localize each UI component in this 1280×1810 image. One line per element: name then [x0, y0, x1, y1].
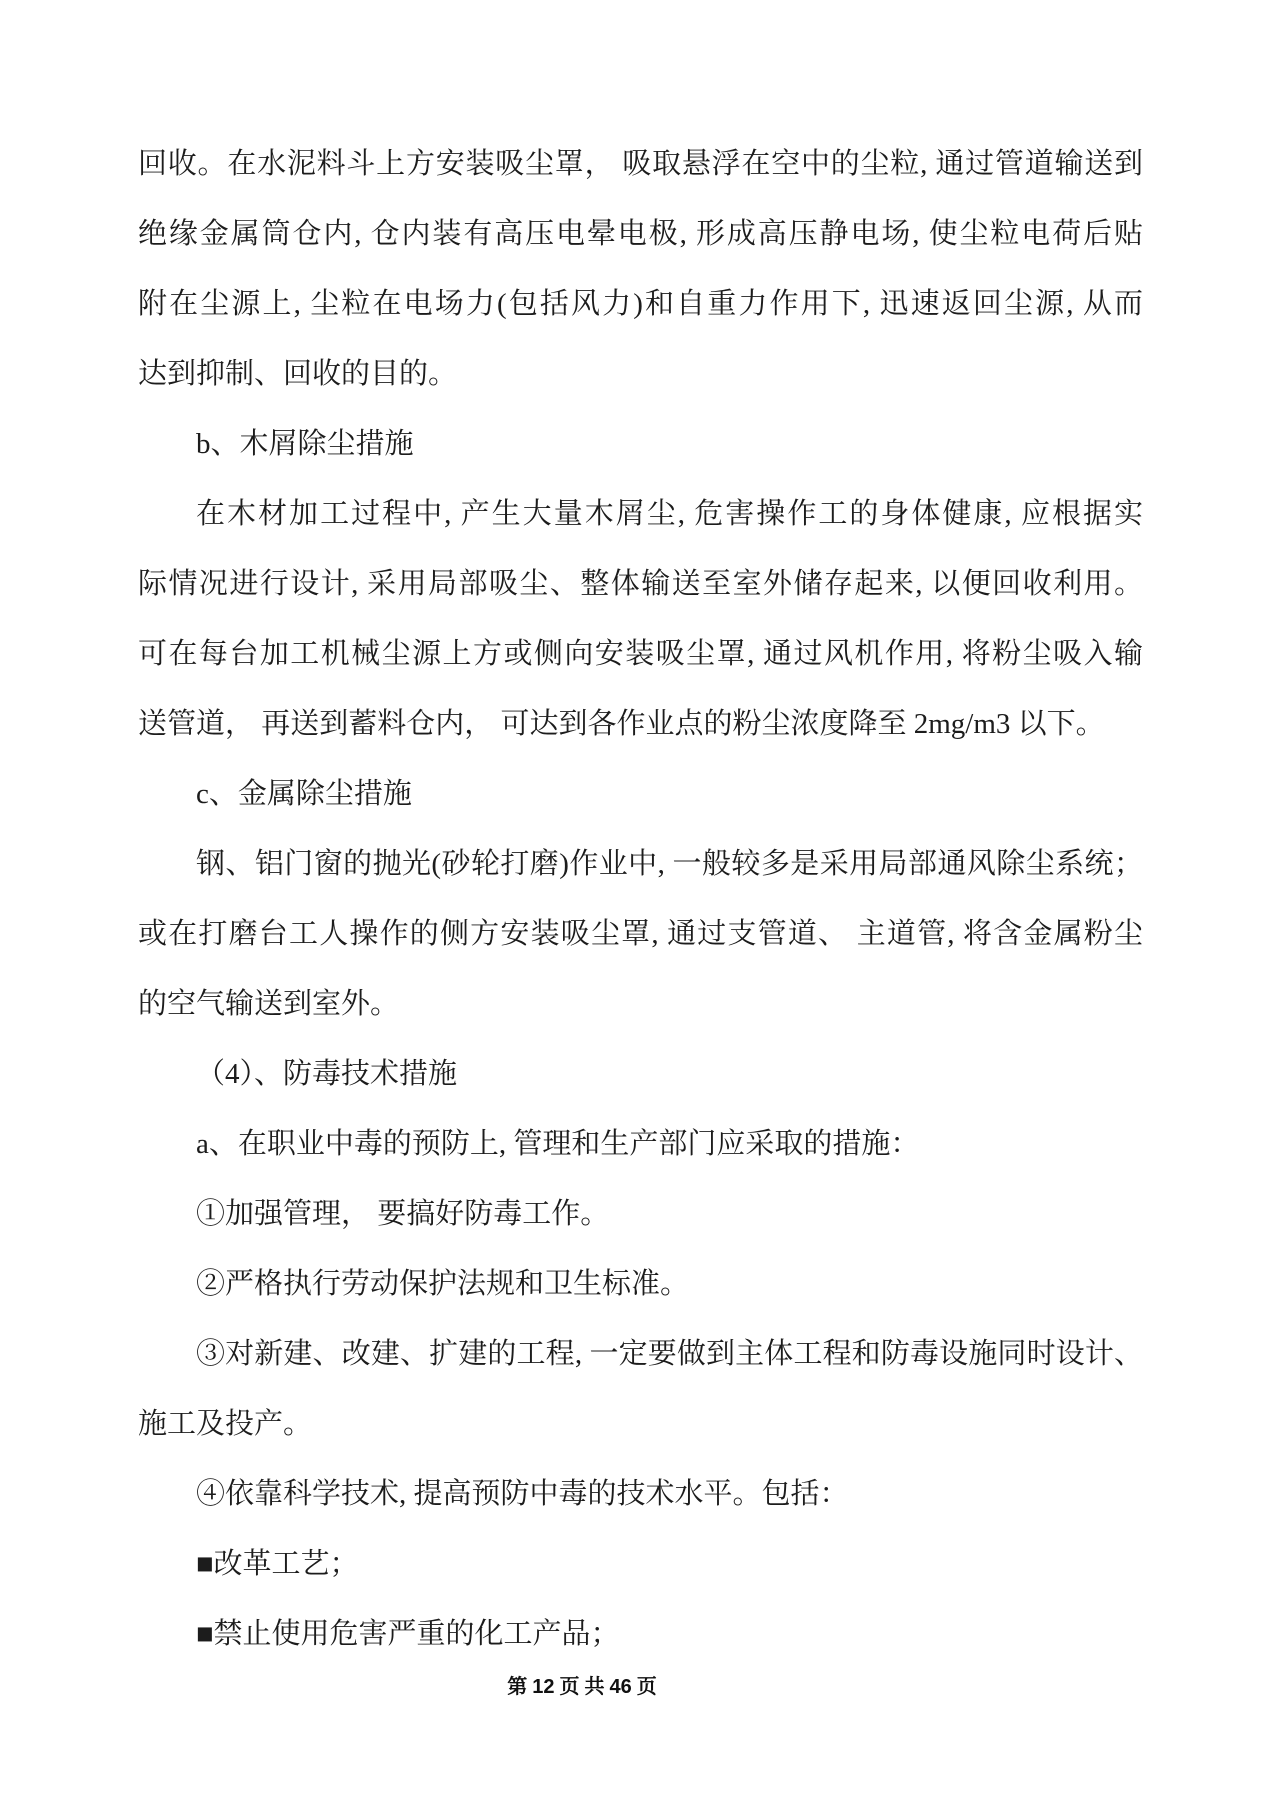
current-page-number: 12 — [532, 1676, 555, 1698]
document-body — [138, 129, 1143, 1669]
footer-prefix-label: 第 — [507, 1676, 533, 1698]
total-page-number: 46 — [609, 1676, 632, 1698]
section-4-heading: （4）、防毒技术措施 — [196, 1058, 458, 1090]
paragraph-line: 绝缘金属筒仓内, 仓内装有高压电晕电极, 形成高压静电场, 使尘粒电荷后贴 — [138, 218, 1143, 250]
bullet-item: ■禁止使用危害严重的化工产品； — [196, 1618, 620, 1650]
paragraph-line: 钢、铝门窗的抛光(砂轮打磨)作业中, 一般较多是采用局部通风除尘系统； — [196, 848, 1143, 880]
footer-middle-label: 页 共 — [554, 1676, 610, 1698]
numbered-item-1: ①加强管理， 要搞好防毒工作。 — [196, 1198, 610, 1230]
numbered-item-2: ②严格执行劳动保护法规和卫生标准。 — [196, 1268, 690, 1300]
paragraph-line: 施工及投产。 — [138, 1408, 313, 1440]
subsection-c-heading: c、金属除尘措施 — [196, 778, 412, 810]
bullet-item: ■改革工艺； — [196, 1548, 359, 1580]
numbered-item-4: ④依靠科学技术, 提高预防中毒的技术水平。包括： — [196, 1478, 849, 1510]
item-a-line: a、在职业中毒的预防上, 管理和生产部门应采取的措施： — [196, 1128, 920, 1160]
page-number-indicator — [507, 1676, 657, 1698]
paragraph-line: 送管道， 再送到蓄料仓内， 可达到各作业点的粉尘浓度降至 2mg/m3 以下。 — [138, 708, 1105, 740]
paragraph-line: 回收。在水泥料斗上方安装吸尘罩， 吸取悬浮在空中的尘粒, 通过管道输送到 — [138, 148, 1143, 180]
subsection-b-heading: b、木屑除尘措施 — [196, 428, 414, 460]
paragraph-line: 可在每台加工机械尘源上方或侧向安装吸尘罩, 通过风机作用, 将粉尘吸入输 — [138, 638, 1143, 670]
paragraph-line: 的空气输送到室外。 — [138, 988, 400, 1020]
page-footer — [0, 1672, 1280, 1702]
paragraph-line: 附在尘源上, 尘粒在电场力(包括风力)和自重力作用下, 迅速返回尘源, 从而 — [138, 288, 1143, 320]
footer-suffix-label: 页 — [631, 1676, 657, 1698]
numbered-item-3: ③对新建、改建、扩建的工程, 一定要做到主体工程和防毒设施同时设计、 — [196, 1338, 1143, 1370]
paragraph-line: 或在打磨台工人操作的侧方安装吸尘罩, 通过支管道、 主道管, 将含金属粉尘 — [138, 918, 1143, 950]
paragraph-line: 在木材加工过程中, 产生大量木屑尘, 危害操作工的身体健康, 应根据实 — [196, 498, 1143, 530]
paragraph-line: 达到抑制、回收的目的。 — [138, 358, 458, 390]
paragraph-line: 际情况进行设计, 采用局部吸尘、整体输送至室外储存起来, 以便回收利用。 — [138, 568, 1143, 600]
